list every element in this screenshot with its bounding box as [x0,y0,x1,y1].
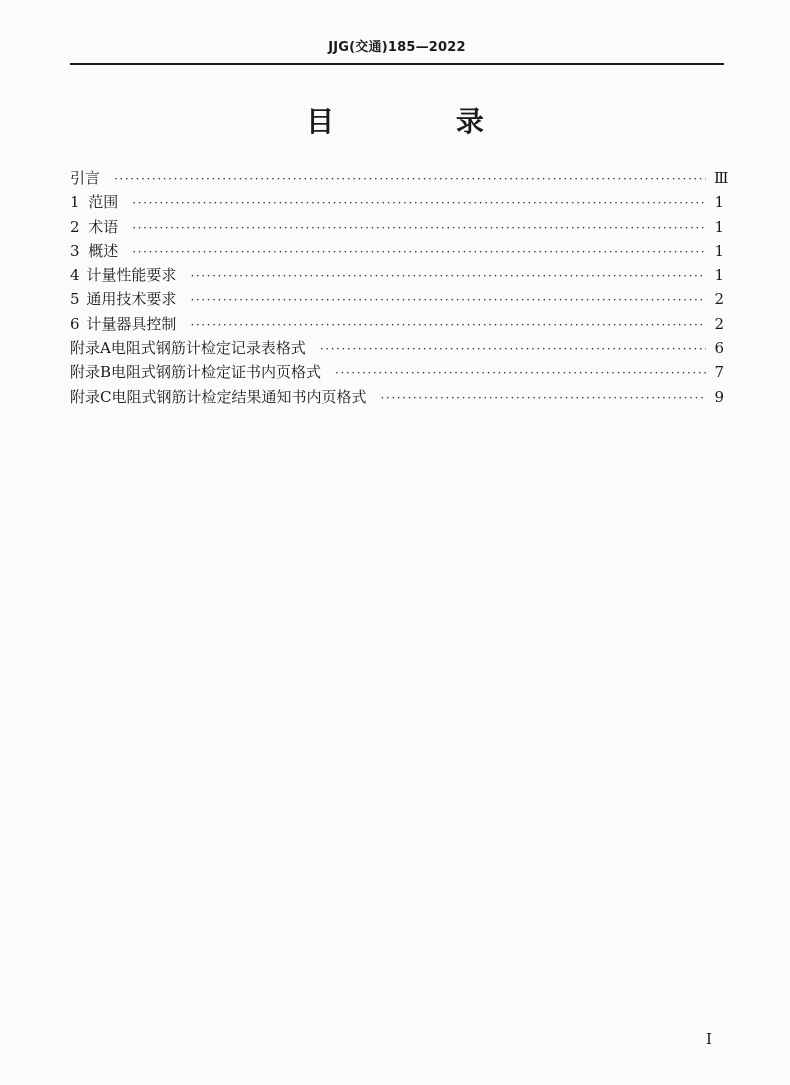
toc-entry-metrological-requirements[interactable] [70,263,724,287]
toc-entry-number: 附录C [70,387,112,406]
toc-entry-technical-requirements[interactable] [70,287,724,311]
toc-entry-page: 1 [714,241,724,260]
toc-entry-label: 范围 [88,193,119,212]
toc-entry-label: 计量性能要求 [86,266,177,285]
page-number: I [706,1030,712,1048]
toc-leader-dots [132,191,706,215]
toc-entry-page: 1 [714,217,724,236]
toc-entry-scope[interactable] [70,190,724,214]
toc-entry-label: 电阻式钢筋计检定结果通知书内页格式 [111,387,367,406]
toc-entry-page: 7 [714,363,724,382]
toc-leader-dots [190,313,706,337]
toc-entry-page: 6 [714,339,724,358]
toc-leader-dots [132,216,706,240]
header-rule [70,63,724,65]
toc-entry-page: 2 [714,290,724,309]
toc-entry-label: 通用技术要求 [86,290,177,309]
toc-entry-terms[interactable] [70,215,724,239]
toc-entry-label: 电阻式钢筋计检定记录表格式 [110,339,306,358]
toc-entry-instrument-control[interactable] [70,312,724,336]
toc-entry-page: 1 [714,266,724,285]
toc-entry-appendix-c[interactable] [70,385,724,409]
toc-entry-page: 9 [714,387,724,406]
toc-entry-label: 术语 [88,217,119,236]
toc-entry-label: 引言 [70,169,101,187]
toc-entry-page: Ⅲ [714,169,729,187]
toc-entry-number: 5 [70,290,80,309]
toc-leader-dots [190,264,706,288]
toc-entry-introduction[interactable] [70,166,729,190]
toc-title: 目 录 [306,105,540,138]
toc-entry-label: 概述 [88,241,119,260]
toc-leader-dots [320,337,706,361]
toc-entry-number: 3 [70,241,80,260]
toc-entry-number: 4 [70,266,80,285]
toc-entry-appendix-b[interactable] [70,360,724,384]
table-of-contents [70,166,729,409]
toc-entry-overview[interactable] [70,239,724,263]
toc-entry-page: 1 [714,193,724,212]
toc-leader-dots [381,386,707,410]
toc-leader-dots [190,288,706,312]
toc-entry-number: 1 [70,193,80,212]
toc-entry-number: 附录B [70,363,112,382]
toc-entry-number: 2 [70,217,80,236]
toc-leader-dots [132,240,706,264]
toc-leader-dots [335,361,706,385]
toc-entry-page: 2 [714,314,724,333]
toc-entry-label: 电阻式钢筋计检定证书内页格式 [111,363,322,382]
toc-entry-appendix-a[interactable] [70,336,724,360]
toc-leader-dots [114,167,706,191]
toc-entry-number: 6 [70,314,80,333]
document-code-header: JJG(交通)185—2022 [328,40,466,55]
toc-entry-number: 附录A [70,339,111,358]
toc-entry-label: 计量器具控制 [86,314,177,333]
